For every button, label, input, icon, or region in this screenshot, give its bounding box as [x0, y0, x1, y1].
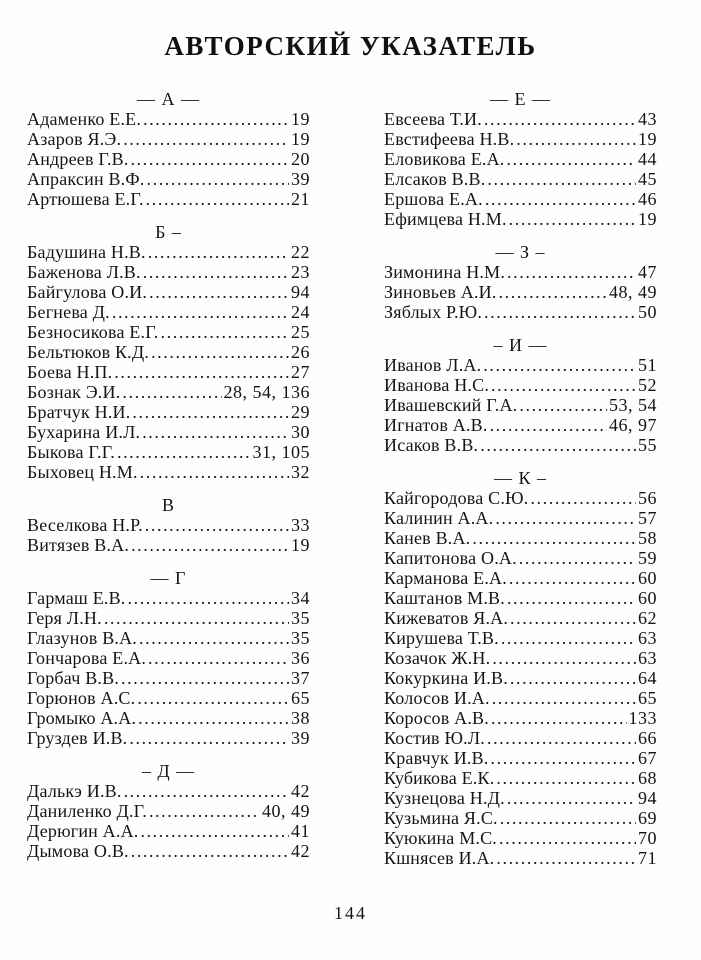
- page-ref: 31, 105: [252, 442, 310, 462]
- author-name: Коросов А.В.: [384, 708, 489, 728]
- author-name: Быховец Н.М.: [27, 462, 138, 482]
- author-name: Безносикова Е.Г.: [27, 322, 159, 342]
- author-name: Гармаш Е.В.: [27, 588, 126, 608]
- section-header: — Г: [150, 568, 187, 588]
- dot-leader: [507, 588, 636, 608]
- author-name: Кравчук И.В.: [384, 748, 489, 768]
- index-entry: [384, 548, 657, 568]
- page-ref: 58: [638, 528, 657, 548]
- index-entry: [27, 149, 310, 169]
- dot-leader: [510, 668, 636, 688]
- dot-leader: [499, 282, 607, 302]
- index-entry: [384, 588, 657, 608]
- page-ref: 51: [638, 355, 657, 375]
- index-entry: [384, 282, 657, 302]
- index-entry: [27, 129, 310, 149]
- page-ref: 35: [291, 628, 310, 648]
- page-ref: 65: [638, 688, 657, 708]
- index-entry: [27, 382, 310, 402]
- index-entry: [384, 628, 657, 648]
- index-entry: [384, 355, 657, 375]
- page-ref: 55: [638, 435, 657, 455]
- dot-leader: [149, 282, 289, 302]
- author-name: Кузнецова Н.Д.: [384, 788, 505, 808]
- dot-leader: [507, 788, 636, 808]
- index-entry: [384, 415, 657, 435]
- page-ref: 47: [638, 262, 657, 282]
- page-ref: 52: [638, 375, 657, 395]
- dot-leader: [487, 169, 636, 189]
- page-ref: 66: [638, 728, 657, 748]
- author-name: Кирушева Т.В.: [384, 628, 499, 648]
- author-name: Геря Л.Н.: [27, 608, 102, 628]
- page-ref: 40, 49: [262, 801, 310, 821]
- page-ref: 35: [291, 608, 310, 628]
- section-header: — Е —: [490, 89, 551, 109]
- page-ref: 56: [638, 488, 657, 508]
- author-name: Исаков В.В.: [384, 435, 479, 455]
- index-entry: [384, 149, 657, 169]
- author-name: Горюнов А.С.: [27, 688, 136, 708]
- author-name: Бадушина Н.В.: [27, 242, 146, 262]
- author-name: Елсаков В.В.: [384, 169, 486, 189]
- dot-leader: [131, 535, 289, 555]
- index-entry: [27, 462, 310, 482]
- author-name: Куюкина М.С.: [384, 828, 498, 848]
- dot-leader: [124, 781, 289, 801]
- dot-leader: [147, 169, 290, 189]
- dot-leader: [499, 828, 636, 848]
- page-ref: 57: [638, 508, 657, 528]
- author-name: Зиновьев А.И.: [384, 282, 497, 302]
- dot-leader: [140, 821, 289, 841]
- dot-leader: [510, 608, 636, 628]
- dot-leader: [161, 322, 289, 342]
- page-ref: 59: [638, 548, 657, 568]
- page-ref: 67: [638, 748, 657, 768]
- page-ref: 63: [638, 628, 657, 648]
- dot-leader: [491, 375, 636, 395]
- index-entry: [27, 322, 310, 342]
- index-entry: [384, 209, 657, 229]
- page-ref: 19: [291, 129, 310, 149]
- index-entry: [27, 515, 310, 535]
- section-header: — А —: [137, 89, 200, 109]
- page-ref: 29: [291, 402, 310, 422]
- page-ref: 24: [291, 302, 310, 322]
- dot-leader: [496, 768, 636, 788]
- section-header: Б –: [155, 222, 182, 242]
- author-name: Далькэ И.В.: [27, 781, 122, 801]
- index-entry: [384, 435, 657, 455]
- page-ref: 27: [291, 362, 310, 382]
- author-name: Евсеева Т.И.: [384, 109, 482, 129]
- dot-leader: [122, 382, 221, 402]
- dot-leader: [142, 422, 289, 442]
- page-ref: 39: [291, 169, 310, 189]
- index-entry: [27, 801, 310, 821]
- index-entry: [384, 488, 657, 508]
- dot-leader: [143, 109, 289, 129]
- index-entry: [27, 728, 310, 748]
- author-name: Гончарова Е.А.: [27, 648, 147, 668]
- author-name: Дерюгин А.А.: [27, 821, 139, 841]
- author-name: Козачок Ж.Н.: [384, 648, 491, 668]
- index-entry: [27, 262, 310, 282]
- page-ref: 30: [291, 422, 310, 442]
- index-entry: [27, 821, 310, 841]
- dot-leader: [128, 588, 290, 608]
- dot-leader: [132, 402, 289, 422]
- dot-leader: [148, 242, 289, 262]
- index-entry: [27, 628, 310, 648]
- index-entry: [27, 688, 310, 708]
- dot-leader: [137, 688, 289, 708]
- dot-leader: [519, 395, 607, 415]
- page-ref: 41: [291, 821, 310, 841]
- page-ref: 23: [291, 262, 310, 282]
- dot-leader: [121, 668, 289, 688]
- dot-leader: [484, 302, 636, 322]
- index-entry: [27, 422, 310, 442]
- author-name: Бознак Э.И.: [27, 382, 121, 402]
- index-entry: [27, 302, 310, 322]
- index-entry: [384, 262, 657, 282]
- dot-leader: [480, 435, 636, 455]
- index-entry: [384, 728, 657, 748]
- page-ref: 68: [638, 768, 657, 788]
- page-ref: 62: [638, 608, 657, 628]
- index-entry: [384, 608, 657, 628]
- index-entry: [384, 748, 657, 768]
- author-name: Веселкова Н.Р.: [27, 515, 143, 535]
- dot-leader: [530, 488, 636, 508]
- index-entry: [384, 688, 657, 708]
- page-ref: 70: [638, 828, 657, 848]
- author-name: Кшнясев И.А.: [384, 848, 495, 868]
- dot-leader: [483, 355, 636, 375]
- page-ref: 26: [291, 342, 310, 362]
- page-title: АВТОРСКИЙ УКАЗАТЕЛЬ: [164, 31, 537, 61]
- author-name: Костив Ю.Л.: [384, 728, 485, 748]
- page-ref: 19: [638, 209, 657, 229]
- dot-leader: [509, 209, 636, 229]
- dot-leader: [151, 342, 289, 362]
- author-name: Даниленко Д.Г.: [27, 801, 147, 821]
- page-ref: 19: [291, 535, 310, 555]
- page-ref: 34: [291, 588, 310, 608]
- author-name: Горбач В.В.: [27, 668, 120, 688]
- page-ref: 46: [638, 189, 657, 209]
- index-entry: [27, 608, 310, 628]
- index-entry: [27, 708, 310, 728]
- dot-leader: [131, 149, 289, 169]
- author-name: Адаменко Е.Е.: [27, 109, 142, 129]
- dot-leader: [487, 728, 636, 748]
- author-name: Зимонина Н.М.: [384, 262, 506, 282]
- dot-leader: [143, 262, 289, 282]
- author-name: Байгулова О.И.: [27, 282, 148, 302]
- dot-leader: [138, 708, 289, 728]
- index-entry: [384, 528, 657, 548]
- page-ref: 65: [291, 688, 310, 708]
- index-column-left: [27, 89, 310, 868]
- page-ref: 60: [638, 588, 657, 608]
- index-entry: [27, 535, 310, 555]
- page-ref: 44: [638, 149, 657, 169]
- dot-leader: [516, 129, 636, 149]
- page-ref: 63: [638, 648, 657, 668]
- page-ref: 43: [638, 109, 657, 129]
- page-ref: 39: [291, 728, 310, 748]
- index-entry: [27, 402, 310, 422]
- index-entry: [384, 648, 657, 668]
- index-entry: [27, 282, 310, 302]
- page-ref: 60: [638, 568, 657, 588]
- page-ref: 42: [291, 781, 310, 801]
- author-name: Каштанов М.В.: [384, 588, 505, 608]
- dot-leader: [490, 415, 607, 435]
- author-name: Кайгородова С.Ю.: [384, 488, 529, 508]
- index-entry: [384, 395, 657, 415]
- author-name: Братчук Н.И.: [27, 402, 131, 422]
- index-entry: [384, 169, 657, 189]
- section-header: В: [161, 495, 175, 515]
- index-entry: [384, 828, 657, 848]
- index-entry: [384, 848, 657, 868]
- index-entry: [27, 189, 310, 209]
- index-entry: [384, 808, 657, 828]
- dot-leader: [491, 748, 636, 768]
- index-entry: [384, 788, 657, 808]
- index-columns: [0, 89, 701, 868]
- dot-leader: [507, 149, 637, 169]
- index-entry: [384, 668, 657, 688]
- author-name: Быкова Г.Г.: [27, 442, 115, 462]
- page-ref: 42: [291, 841, 310, 861]
- author-name: Бельтюков К.Д.: [27, 342, 150, 362]
- page-ref: 50: [638, 302, 657, 322]
- page-ref: 71: [638, 848, 657, 868]
- dot-leader: [472, 528, 636, 548]
- author-name: Витязев В.А.: [27, 535, 130, 555]
- author-name: Бегнева Д.: [27, 302, 110, 322]
- index-entry: [384, 129, 657, 149]
- author-name: Игнатов А.В.: [384, 415, 488, 435]
- index-entry: [384, 508, 657, 528]
- author-name: Карманова Е.А.: [384, 568, 507, 588]
- dot-leader: [149, 801, 260, 821]
- author-name: Кокуркина И.В.: [384, 668, 508, 688]
- page-ref: 94: [291, 282, 310, 302]
- index-entry: [384, 568, 657, 588]
- dot-leader: [519, 548, 636, 568]
- dot-leader: [146, 189, 289, 209]
- index-entry: [384, 189, 657, 209]
- page-ref: 64: [638, 668, 657, 688]
- author-name: Ершова Е.А.: [384, 189, 483, 209]
- author-name: Дымова О.В.: [27, 841, 129, 861]
- author-name: Груздев И.В.: [27, 728, 128, 748]
- page-ref: 28, 54, 136: [223, 382, 310, 402]
- section-header: – И —: [493, 335, 548, 355]
- dot-leader: [139, 628, 289, 648]
- author-name: Кубикова Е.К.: [384, 768, 495, 788]
- dot-leader: [112, 302, 289, 322]
- page-ref: 37: [291, 668, 310, 688]
- dot-leader: [145, 515, 289, 535]
- dot-leader: [114, 362, 289, 382]
- dot-leader: [492, 648, 636, 668]
- dot-leader: [507, 262, 636, 282]
- dot-leader: [140, 462, 289, 482]
- dot-leader: [148, 648, 289, 668]
- index-entry: [27, 362, 310, 382]
- section-header: — К –: [493, 468, 547, 488]
- index-entry: [384, 375, 657, 395]
- page-ref: 22: [291, 242, 310, 262]
- index-entry: [27, 588, 310, 608]
- page-ref: 133: [628, 708, 657, 728]
- page-ref: 36: [291, 648, 310, 668]
- author-name: Евстифеева Н.В.: [384, 129, 515, 149]
- page-ref: 38: [291, 708, 310, 728]
- index-entry: [384, 768, 657, 788]
- dot-leader: [117, 442, 251, 462]
- author-name: Канев В.А.: [384, 528, 471, 548]
- author-name: Ивашевский Г.А.: [384, 395, 518, 415]
- page-ref: 94: [638, 788, 657, 808]
- section-header: – Д —: [141, 761, 196, 781]
- author-name: Кижеватов Я.А.: [384, 608, 509, 628]
- page-ref: 53, 54: [609, 395, 657, 415]
- author-name: Еловикова Е.А.: [384, 149, 505, 169]
- author-name: Калинин А.А.: [384, 508, 494, 528]
- page-ref: 46, 97: [609, 415, 657, 435]
- author-name: Капитонова О.А.: [384, 548, 517, 568]
- dot-leader: [129, 728, 289, 748]
- section-header: — З –: [495, 242, 546, 262]
- author-name: Зяблых Р.Ю.: [384, 302, 483, 322]
- author-name: Баженова Л.В.: [27, 262, 141, 282]
- author-name: Азаров Я.Э.: [27, 129, 122, 149]
- author-name: Кузьмина Я.С.: [384, 808, 498, 828]
- dot-leader: [484, 109, 636, 129]
- author-name: Бухарина И.Л.: [27, 422, 141, 442]
- index-entry: [27, 342, 310, 362]
- author-name: Колосов И.А.: [384, 688, 490, 708]
- index-entry: [27, 109, 310, 129]
- dot-leader: [501, 628, 636, 648]
- page-ref: 45: [638, 169, 657, 189]
- author-name: Иванов Л.А.: [384, 355, 482, 375]
- page-ref: 69: [638, 808, 657, 828]
- index-entry: [27, 648, 310, 668]
- page-ref: 33: [291, 515, 310, 535]
- dot-leader: [500, 808, 636, 828]
- dot-leader: [509, 568, 636, 588]
- dot-leader: [496, 848, 636, 868]
- index-entry: [384, 708, 657, 728]
- dot-leader: [495, 508, 636, 528]
- author-name: Громыко А.А.: [27, 708, 137, 728]
- index-entry: [384, 109, 657, 129]
- dot-leader: [492, 688, 636, 708]
- author-name: Ефимцева Н.М.: [384, 209, 507, 229]
- page-ref: 20: [291, 149, 310, 169]
- page-ref: 21: [291, 189, 310, 209]
- author-name: Андреев Г.В.: [27, 149, 129, 169]
- dot-leader: [485, 189, 636, 209]
- index-entry: [27, 442, 310, 462]
- author-name: Боева Н.П.: [27, 362, 113, 382]
- dot-leader: [104, 608, 289, 628]
- index-column-right: [384, 89, 657, 868]
- index-entry: [27, 242, 310, 262]
- index-entry: [27, 781, 310, 801]
- page-number: 144: [334, 903, 367, 923]
- author-name: Глазунов В.А.: [27, 628, 137, 648]
- page-ref: 19: [638, 129, 657, 149]
- page-ref: 32: [291, 462, 310, 482]
- author-name: Артюшева Е.Г.: [27, 189, 144, 209]
- author-name: Иванова Н.С.: [384, 375, 490, 395]
- index-entry: [27, 169, 310, 189]
- index-entry: [384, 302, 657, 322]
- page-ref: 48, 49: [609, 282, 657, 302]
- dot-leader: [491, 708, 627, 728]
- dot-leader: [123, 129, 289, 149]
- author-name: Апраксин В.Ф.: [27, 169, 145, 189]
- page-ref: 25: [291, 322, 310, 342]
- index-entry: [27, 668, 310, 688]
- index-entry: [27, 841, 310, 861]
- dot-leader: [131, 841, 289, 861]
- page-ref: 19: [291, 109, 310, 129]
